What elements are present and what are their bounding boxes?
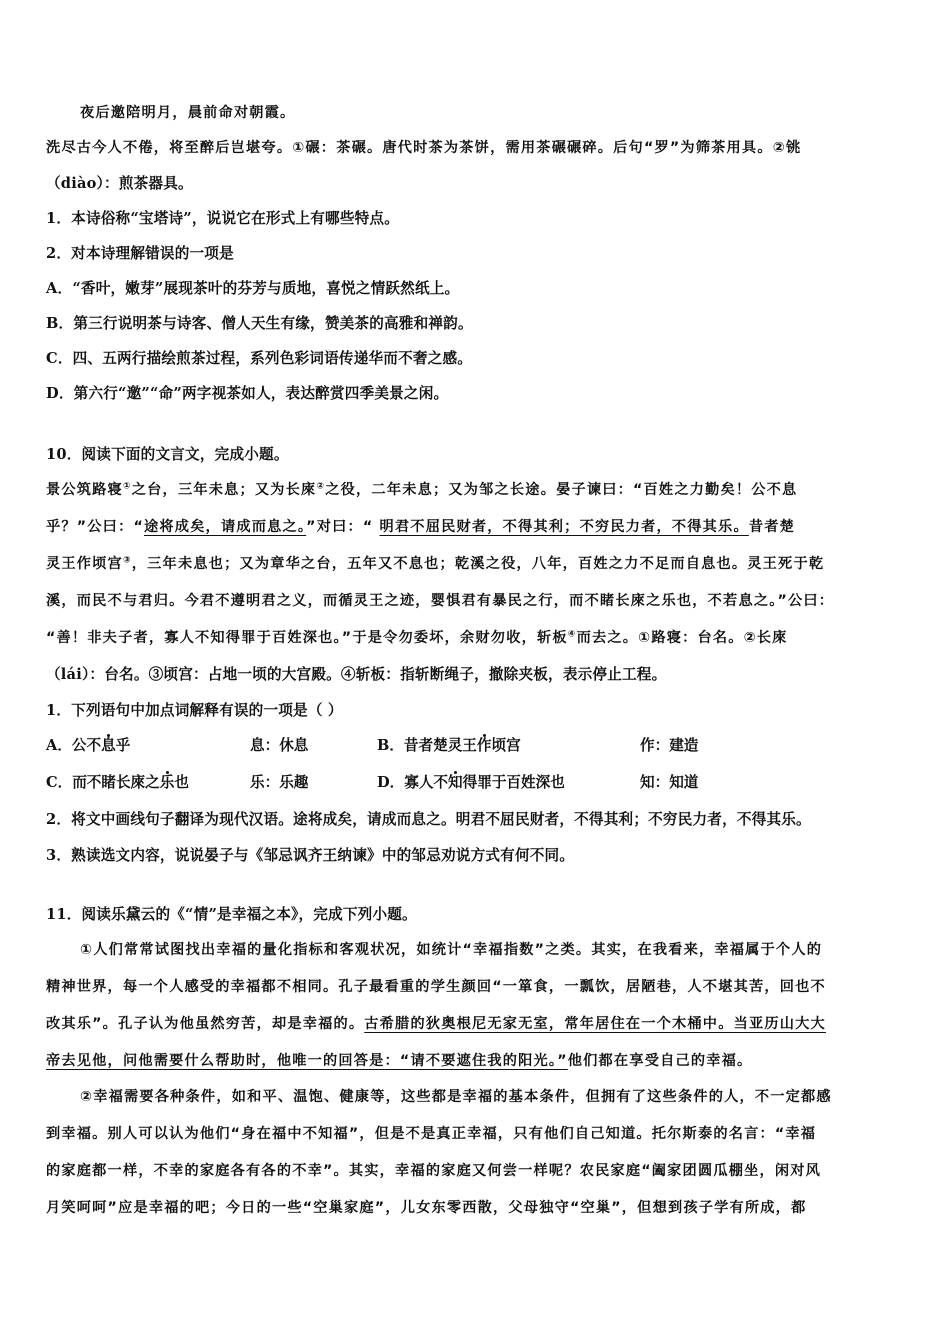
q10-passage-line-4: 溪，而民不与君归。今君不遵明君之义，而循灵王之迹，婴惧君有暴民之行，而不睹长庲之乐也，不若息之。”公曰： [46, 593, 835, 609]
q9-option-c[interactable]: C．四、五两行描绘煎茶过程，系列色彩词语传递华而不奢之感。 [46, 350, 473, 367]
q10-underlined-sentence-2: 明君不屈民财者，不得其利；不穷民力者，不得其乐。 [379, 519, 749, 535]
q10-sub3: 3．熟读选文内容，说说晏子与《邹忌讽齐王纳谏》中的邹忌劝说方式有何不同。 [46, 847, 575, 864]
q10-note-marker-2: ② [316, 481, 326, 492]
q9-sub1: 1．本诗俗称“宝塔诗”，说说它在形式上有哪些特点。 [46, 210, 400, 227]
q10-notes: （lái）：台名。③顷宫：占地一顷的大宫殿。④斩板：指斩断绳子，撤除夹板，表示停止工程。 [46, 666, 667, 683]
q10-b-dotted-word: 作 [476, 737, 492, 754]
q10-p5-text-a: “善！非夫子者，寡人不知得罪于百姓深也。”于是令勿委坏，余财勿收，斩板 [46, 630, 568, 646]
q10-option-b[interactable] [377, 735, 521, 757]
q10-underlined-sentence-1: 途将成矣，请成而息之。 [144, 519, 307, 535]
q9-sub2: 2．对本诗理解错误的一项是 [46, 245, 234, 262]
q11-para2-line-3: 的家庭都一样，不幸的家庭各有各的不幸”。其实，幸福的家庭又何尝一样呢？农民家庭“阖家团圆瓜棚坐，闲对风 [46, 1163, 822, 1179]
q10-option-c[interactable] [46, 772, 189, 794]
q10-heading: 10．阅读下面的文言文，完成小题。 [46, 446, 289, 463]
q10-p1-text-b: 之台，三年未息；又为长庲 [131, 482, 317, 498]
poem-notes-cont: （diào）：煎茶器具。 [46, 175, 193, 192]
q10-option-c-gloss: 乐：乐趣 [250, 774, 309, 791]
q10-passage-line-2 [46, 516, 906, 538]
q9-option-d[interactable]: D．第六行“邀”“命”两字视茶如人，表达醉赏四季美景之闲。 [46, 385, 449, 402]
q11-underlined-sentence-part-2: 帝去见他，问他需要什么帮助时，他唯一的回答是：“请不要遮住我的阳光。” [46, 1053, 568, 1069]
poem-line-8-and-notes: 洗尽古今人不倦，将至醉后岂堪夸。①碾：茶碾。唐代时茶为茶饼，需用茶碾碾碎。后句“罗”为筛茶用具。②铫 [46, 140, 802, 156]
q11-underlined-sentence-part-1: 古希腊的狄奥根尼无家无室，常年居住在一个木桶中。当亚历山大大 [364, 1016, 826, 1032]
q11-p1-l3-text: 改其乐”。孔子认为他虽然穷苦，却是幸福的。 [46, 1016, 365, 1032]
q10-p3-text-b: ，三年未息也；又为章华之台，五年又不息也；乾溪之役，八年，百姓之力不足而自息也。灵王死于乾 [131, 556, 825, 572]
q10-p1-text-c: 之役，二年未息；又为邹之长途。晏子谏曰：“百姓之力勤矣！公不息 [325, 482, 798, 498]
q10-note-marker-1: ① [122, 481, 132, 492]
q11-para2-line-2: 到幸福。别人可以认为他们“身在福中不知福”，但是不是真正幸福，只有他们自己知道。托尔斯泰的名言：“幸福 [46, 1126, 817, 1142]
q11-para1-line-4 [46, 1050, 906, 1072]
q11-para1-line-2: 精神世界，每一个人感受的幸福都不相同。孔子最看重的学生颜回“一箪食，一瓢饮，居陋巷，人不堪其苦，回也不 [46, 979, 826, 995]
q9-option-b[interactable]: B．第三行说明茶与诗客、僧人天生有缘，赞美茶的高雅和禅韵。 [46, 315, 473, 332]
q10-sub2: 2．将文中画线句子翻译为现代汉语。途将成矣，请成而息之。明君不屈民财者，不得其利；不穷民力者，不得其乐。 [46, 811, 811, 828]
q10-option-a-gloss: 息：休息 [250, 737, 309, 754]
q10-p2-text-b: ”对曰：“ [306, 519, 380, 535]
q10-option-a[interactable] [46, 735, 130, 757]
poem-line-7: 夜后邀陪明月，晨前命对朝霞。 [80, 105, 296, 121]
q10-c-dotted-word: 乐 [159, 774, 175, 791]
q10-option-d[interactable] [377, 772, 565, 794]
q11-para1-line-3 [46, 1013, 906, 1035]
q10-passage-line-1 [46, 479, 906, 501]
q10-a-pre: A．公不 [46, 737, 102, 754]
q10-p5-text-b: 而去之。①路寝：台名。②长庲 [576, 630, 788, 646]
q11-para2-line-1: ②幸福需要各种条件，如和平、温饱、健康等，这些都是幸福的基本条件，但拥有了这些条件的人，不一定都感 [80, 1089, 832, 1105]
q10-b-pre: B．昔者楚灵王 [377, 737, 477, 754]
q10-p1-text-a: 景公筑路寝 [46, 482, 123, 498]
q10-d-pre: D．寡人不 [377, 774, 449, 791]
q9-option-a[interactable]: A．“香叶，嫩芽”展现茶叶的芬芳与质地，喜悦之情跃然纸上。 [46, 280, 460, 297]
q10-a-post: 乎 [115, 737, 131, 754]
q10-a-dotted-word: 息 [101, 737, 116, 754]
q10-passage-line-3 [46, 553, 906, 575]
q10-c-pre: C．而不睹长庲之 [46, 774, 160, 791]
q10-sub1: 1．下列语句中加点词解释有误的一项是（ ） [46, 702, 343, 719]
q10-d-post: 得罪于百姓深也 [462, 774, 565, 791]
q10-note-marker-3: ③ [122, 555, 132, 566]
q11-p1-l4-text: 他们都在享受自己的幸福。 [567, 1053, 753, 1069]
q10-b-post: 顷宫 [491, 737, 521, 754]
q10-option-b-gloss: 作：建造 [640, 737, 699, 754]
q11-para2-line-4: 月笑呵呵”应是幸福的吧；今日的一些“空巢家庭”，儿女东零西散，父母独守“空巢”，但想到孩子学有所成，都 [46, 1200, 807, 1216]
q10-d-dotted-word: 知 [448, 774, 463, 791]
q10-passage-line-5 [46, 627, 906, 649]
q11-para1-line-1: ①人们常常试图找出幸福的量化指标和客观状况，如统计“幸福指数”之类。其实，在我看来，幸福属于个人的 [80, 942, 823, 958]
q10-option-d-gloss: 知：知道 [640, 774, 699, 791]
q10-p2-text-c: 昔者楚 [748, 519, 796, 535]
q10-note-marker-4: ④ [567, 629, 577, 640]
q10-p3-text-a: 灵王作顷宫 [46, 556, 123, 572]
q10-p2-text-a: 乎？”公曰：“ [46, 519, 144, 535]
q10-c-post: 也 [174, 774, 189, 791]
q11-heading: 11．阅读乐黛云的《“情”是幸福之本》，完成下列小题。 [46, 906, 417, 923]
